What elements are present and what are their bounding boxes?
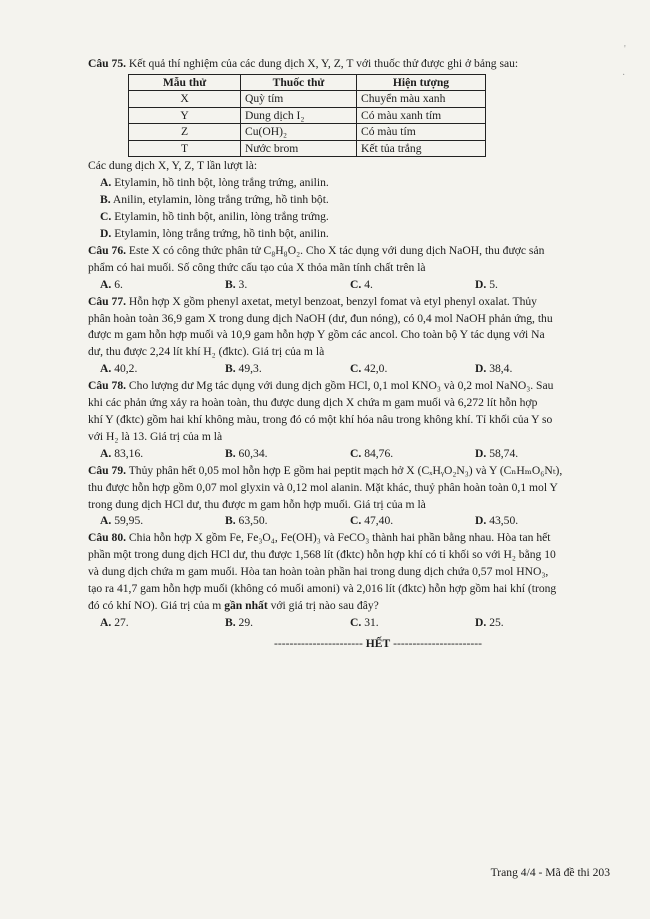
table-cell: X <box>129 91 241 108</box>
page-footer: Trang 4/4 - Mã đề thi 203 <box>490 866 610 879</box>
question-text: Thủy phân hết 0,05 mol hỗn hợp E gồm hai peptit mạch hở X (CₓHᵧO₂N₃) và Y (CₙHₘO₆Nₜ), <box>128 463 563 477</box>
question-text: dư, thu được 2,24 lít khí H₂ (đktc). Giá trị của m là <box>88 345 325 359</box>
option-text: 84,76. <box>364 446 394 460</box>
question-label: Câu 76. <box>88 243 127 257</box>
option-letter: B. <box>225 362 236 376</box>
question-text: Cho lượng dư Mg tác dụng với dung dịch gồm HCl, 0,1 mol KNO₃ và 0,2 mol NaNO₃. Sau <box>128 379 554 393</box>
option-text: 58,74. <box>489 446 519 460</box>
option-letter: D. <box>475 514 487 528</box>
table-row <box>129 107 486 124</box>
table-cell: Dung dịch I₂ <box>241 107 357 124</box>
question-label: Câu 75. <box>88 57 127 70</box>
option-text: 6. <box>114 277 123 291</box>
option-letter: C. <box>350 615 362 629</box>
question-text: Hỗn hợp X gồm phenyl axetat, metyl benzoat, benzyl fomat và etyl phenyl oxalat. Thủy <box>128 294 537 308</box>
question-text: phẩm có hai muối. Số công thức cấu tạo của X thỏa mãn tính chất trên là <box>88 260 426 274</box>
question-label: Câu 80. <box>88 531 127 545</box>
table-header-row <box>129 74 486 91</box>
question-text: đó có khí NO). Giá trị của m <box>88 598 225 612</box>
answer-option-d[interactable] <box>100 226 618 243</box>
table-cell: Chuyển màu xanh <box>357 91 486 108</box>
option-text: Anilin, etylamin, lòng trắng trứng, hồ tinh bột. <box>112 193 329 207</box>
question-label: Câu 78. <box>88 379 127 393</box>
option-text: 43,50. <box>489 514 519 528</box>
answer-option-a[interactable] <box>100 175 618 192</box>
answer-option-c[interactable] <box>350 513 475 530</box>
question-text: Các dung dịch X, Y, Z, T lần lượt là: <box>88 159 258 173</box>
question-text-last <box>88 598 618 615</box>
option-text: Etylamin, hồ tinh bột, lòng trắng trứng, anilin. <box>114 176 329 190</box>
answer-option-a[interactable] <box>100 277 225 294</box>
option-text: 59,95. <box>114 514 144 528</box>
answer-option-d[interactable] <box>475 615 600 632</box>
table-cell: Cu(OH)₂ <box>241 124 357 141</box>
answer-options <box>100 513 618 530</box>
answer-option-c[interactable] <box>350 446 475 463</box>
table-cell: Kết tủa trắng <box>357 140 486 157</box>
answer-option-c[interactable] <box>350 361 475 378</box>
reagent-table <box>128 74 486 158</box>
question-text: với H₂ là 13. Giá trị của m là <box>88 429 223 443</box>
option-letter: B. <box>225 514 236 528</box>
answer-options <box>100 361 618 378</box>
table-cell: T <box>129 140 241 157</box>
table-row <box>129 124 486 141</box>
option-letter: A. <box>100 446 112 460</box>
option-text: Etylamin, lòng trắng trứng, hồ tinh bột, anilin. <box>114 227 329 241</box>
table-cell: Quỳ tím <box>241 91 357 108</box>
end-dashes: ----------------------- <box>274 637 363 650</box>
option-letter: D. <box>475 362 487 376</box>
option-text: 60,34. <box>238 446 268 460</box>
emphasis-text: gần nhất <box>224 598 268 612</box>
question-label: Câu 79. <box>88 463 127 477</box>
answer-option-b[interactable] <box>225 615 350 632</box>
option-text: 25. <box>489 615 504 629</box>
answer-option-c[interactable] <box>350 277 475 294</box>
option-text: 40,2. <box>114 362 138 376</box>
exam-page <box>88 56 618 632</box>
answer-option-a[interactable] <box>100 361 225 378</box>
question-text: phần một trong dung dịch HCl dư, thu được 1,568 lít (đktc) hỗn hợp khí có tỉ khối so với H₂ bằng 10 <box>88 548 556 562</box>
option-text: 27. <box>114 615 129 629</box>
option-text: 3. <box>238 277 248 291</box>
option-letter: A. <box>100 615 112 629</box>
table-cell: Có màu xanh tím <box>357 107 486 124</box>
end-word: HẾT <box>365 637 391 650</box>
answer-options <box>100 615 618 632</box>
table-header: Mẫu thử <box>129 74 241 91</box>
answer-options <box>100 277 618 294</box>
table-cell: Z <box>129 124 241 141</box>
option-letter: C. <box>350 362 362 376</box>
option-letter: C. <box>100 210 112 224</box>
answer-option-a[interactable] <box>100 513 225 530</box>
question-78 <box>88 378 618 395</box>
option-letter: D. <box>475 615 487 629</box>
table-cell: Y <box>129 107 241 124</box>
question-79 <box>88 463 618 480</box>
table-header: Hiện tượng <box>357 74 486 91</box>
question-80 <box>88 530 618 547</box>
answer-option-d[interactable] <box>475 361 600 378</box>
question-text: Este X có công thức phân tử C₈H₈O₂. Cho X tác dụng với dung dịch NaOH, thu được sản <box>128 243 545 257</box>
question-text: và dung dịch chứa m gam muối. Hòa tan hoàn toàn phần hai trong dung dịch chứa 0,57 mol HNO₃, <box>88 565 549 579</box>
option-text: 42,0. <box>364 362 388 376</box>
question-label: Câu 77. <box>88 294 127 308</box>
table-cell: Nước brom <box>241 140 357 157</box>
question-text: Kết quả thí nghiệm của các dung dịch X, Y, Z, T với thuốc thử được ghi ở bảng sau: <box>128 57 519 70</box>
option-letter: D. <box>475 446 487 460</box>
answer-option-b[interactable] <box>225 277 350 294</box>
answer-option-a[interactable] <box>100 446 225 463</box>
option-letter: D. <box>100 227 112 241</box>
scan-speck: · <box>622 70 626 81</box>
answer-option-c[interactable] <box>350 615 475 632</box>
option-letter: A. <box>100 176 112 190</box>
question-76 <box>88 243 618 260</box>
table-row <box>129 140 486 157</box>
option-letter: B. <box>100 193 111 207</box>
question-text: trong dung dịch HCl dư, thu được m gam hỗn hợp muối. Giá trị của m là <box>88 497 426 511</box>
answer-option-d[interactable] <box>475 513 600 530</box>
option-text: 5. <box>489 277 498 291</box>
option-letter: C. <box>350 446 362 460</box>
answer-option-b[interactable] <box>225 513 350 530</box>
answer-option-d[interactable] <box>475 446 600 463</box>
option-letter: C. <box>350 277 362 291</box>
question-text: Chia hỗn hợp X gồm Fe, Fe₃O₄, Fe(OH)₃ và FeCO₃ thành hai phần bằng nhau. Hòa tan hết <box>128 531 551 545</box>
option-letter: C. <box>350 514 362 528</box>
option-letter: A. <box>100 362 112 376</box>
option-letter: A. <box>100 514 112 528</box>
question-text: được m gam hỗn hợp muối và 10,9 gam hỗn hợp Y gồm các ancol. Cho toàn bộ Y tác dụng với Na <box>88 328 545 342</box>
question-77 <box>88 294 618 311</box>
option-text: Etylamin, hồ tinh bột, anilin, lòng trắng trứng. <box>114 210 329 224</box>
option-text: 38,4. <box>489 362 513 376</box>
option-text: 31. <box>364 615 379 629</box>
end-dashes: ----------------------- <box>393 637 482 650</box>
option-text: 63,50. <box>238 514 268 528</box>
option-letter: B. <box>225 615 236 629</box>
option-text: 47,40. <box>364 514 394 528</box>
answer-option-b[interactable] <box>225 361 350 378</box>
question-text: khí Y (đktc) gồm hai khí không màu, trong đó có một khí hóa nâu trong không khí. Tỉ khối của Y so <box>88 413 553 426</box>
answer-option-b[interactable] <box>100 192 618 209</box>
table-cell: Có màu tím <box>357 124 486 141</box>
answer-options <box>100 446 618 463</box>
option-letter: D. <box>475 277 487 291</box>
answer-option-a[interactable] <box>100 615 225 632</box>
question-text: thu được hỗn hợp gồm 0,07 mol glyxin và 0,12 mol alanin. Mặt khác, thuỷ phân hoàn toàn 0,1 mol Y <box>88 480 558 494</box>
option-letter: A. <box>100 277 112 291</box>
option-text: 83,16. <box>114 446 144 460</box>
table-header: Thuốc thử <box>241 74 357 91</box>
option-letter: B. <box>225 277 236 291</box>
option-text: 49,3. <box>238 362 262 376</box>
answer-option-c[interactable] <box>100 209 618 226</box>
answer-option-d[interactable] <box>475 277 600 294</box>
answer-option-b[interactable] <box>225 446 350 463</box>
question-text: khi các phản ứng xảy ra hoàn toàn, thu được dung dịch X chứa m gam muối và 6,272 lít hỗn hợp <box>88 396 538 410</box>
option-text: 4. <box>364 277 373 291</box>
end-marker <box>228 637 528 650</box>
scan-speck: ' <box>624 44 626 55</box>
table-row <box>129 91 486 108</box>
option-text: 29. <box>238 615 254 629</box>
question-text: với giá trị nào sau đây? <box>267 598 379 612</box>
question-75 <box>88 56 618 73</box>
question-text: phân hoàn toàn 36,9 gam X trong dung dịch NaOH (dư, đun nóng), có 0,4 mol NaOH phản ứng, thu <box>88 311 553 325</box>
option-letter: B. <box>225 446 236 460</box>
question-text: tạo ra 41,7 gam hỗn hợp muối (không có muối amoni) và 2,016 lít (đktc) hỗn hợp gồm hai khí (trong <box>88 582 557 596</box>
